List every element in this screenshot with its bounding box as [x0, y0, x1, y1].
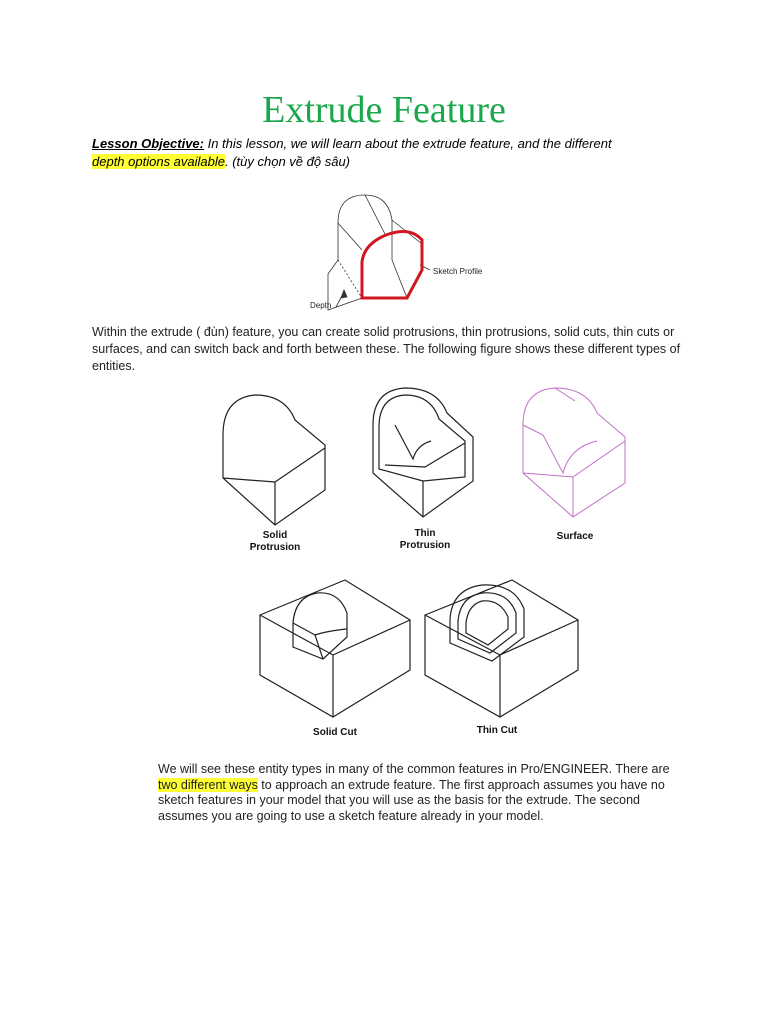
caption-surface: Surface [556, 531, 594, 542]
caption-thin-cut: Thin Cut [476, 725, 518, 736]
thin-cut-diagram [420, 575, 585, 725]
page-title: Extrude Feature [262, 89, 506, 131]
paragraph-entity-types: Within the extrude ( đùn) feature, you can create solid protrusions, thin protrusions, solid cuts, thin cuts or surfaces, and can switch back and forth between these. The following figure shows these different types of entities. [92, 325, 681, 373]
objective-text-2: . (tùy chọn về độ sâu) [225, 154, 351, 169]
caption-solid-protrusion: Solid Protrusion [249, 530, 301, 553]
sketch-profile-label: Sketch Profile [433, 267, 483, 276]
extrude-diagram [290, 190, 510, 320]
caption-thin-protrusion: Thin Protrusion [399, 528, 451, 551]
thin-protrusion-diagram [365, 385, 485, 525]
objective-label: Lesson Objective: [92, 136, 204, 151]
solid-cut-diagram [255, 575, 415, 725]
objective-highlight: depth options available [92, 154, 225, 169]
paragraph-approaches: We will see these entity types in many of the common features in Pro/ENGINEER. There are two different ways to approach an extrude feature. The first approach assumes you have no sketch features in your model that you will use as the basis for the extrude. The second assumes you are going to use a sketch feature already in your model. [158, 762, 670, 823]
solid-protrusion-diagram [215, 390, 335, 530]
surface-diagram [515, 385, 635, 525]
caption-solid-cut: Solid Cut [313, 727, 357, 738]
approaches-highlight: two different ways [158, 777, 258, 792]
depth-label: Depth [310, 301, 332, 310]
objective-text: In this lesson, we will learn about the extrude feature, and the different [203, 136, 612, 151]
lesson-objective [92, 135, 692, 171]
